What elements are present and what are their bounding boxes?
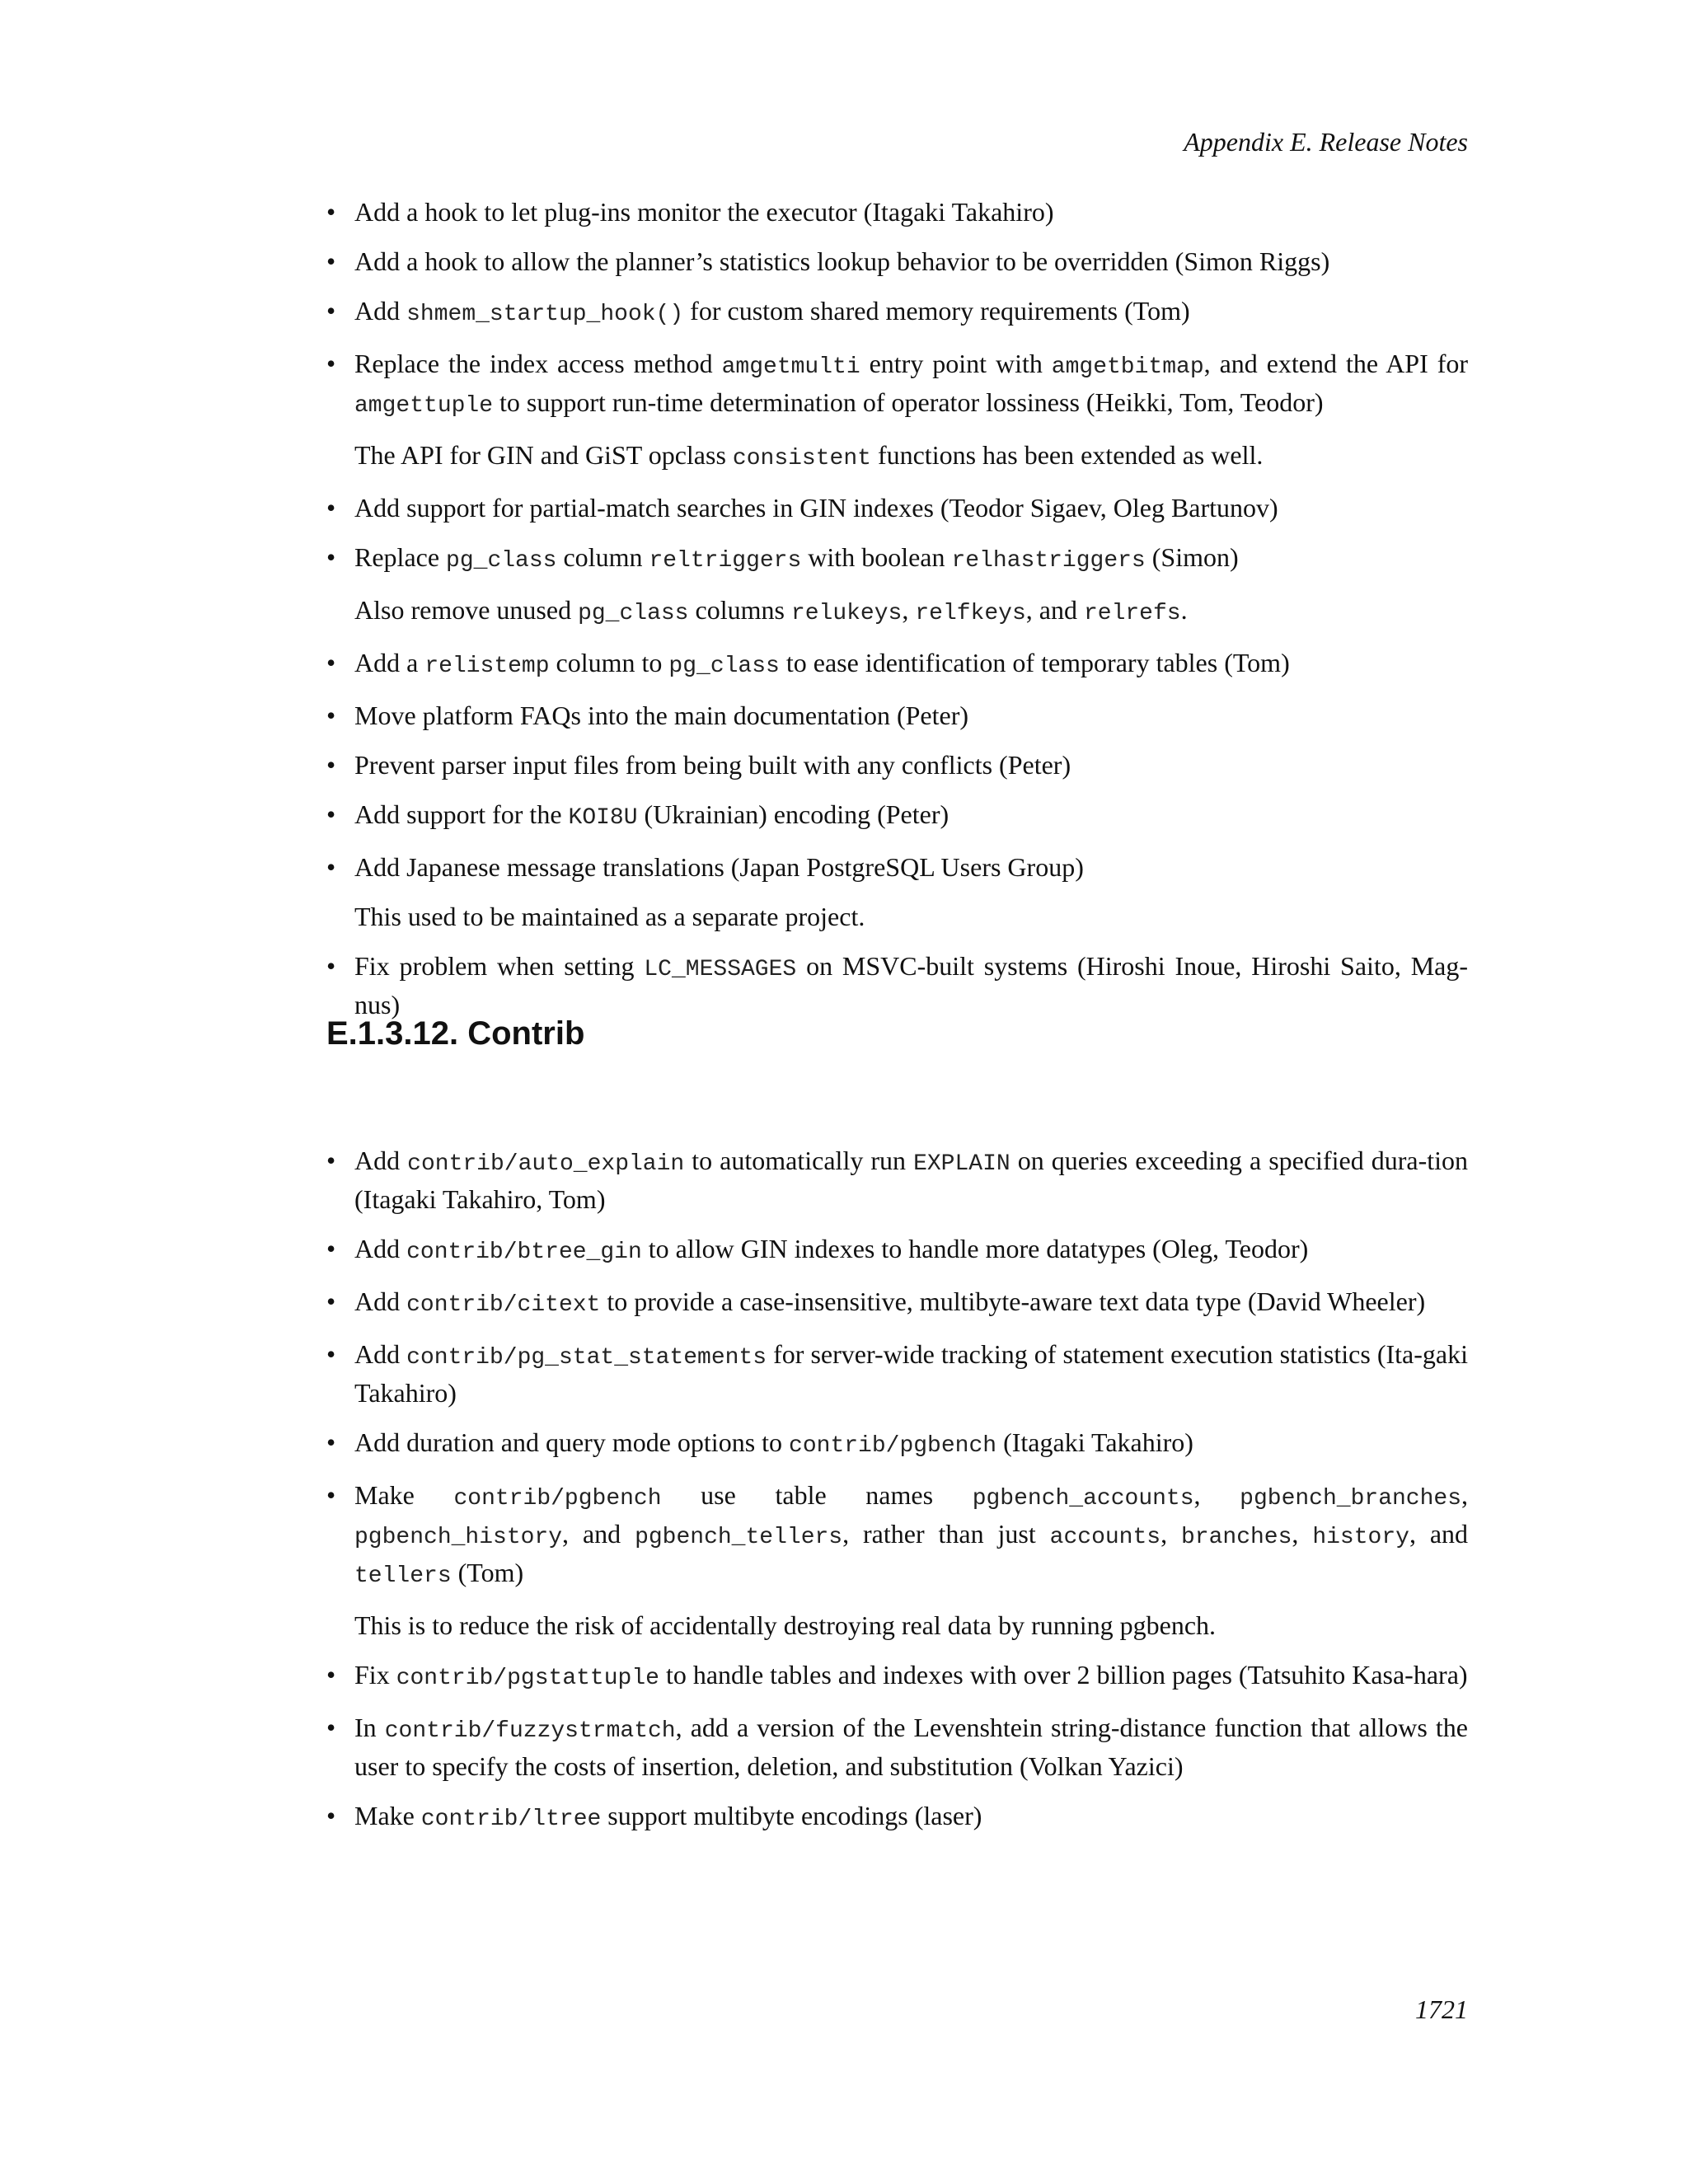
code-term: amgetbitmap: [1051, 354, 1204, 380]
code-term: relhastriggers: [951, 548, 1146, 574]
bullet-icon: •: [326, 750, 336, 780]
list-item: • Add support for partial-match searches in GIN indexes (Teodor Sigaev, Oleg Bartunov): [326, 490, 1468, 526]
bullet-icon: •: [326, 1801, 336, 1830]
list-item: • Fix problem when setting LC_MESSAGES on MSVC-built systems (Hiroshi Inoue, Hiroshi Saito, Mag-nus): [326, 949, 1468, 1023]
code-term: contrib/pg_stat_statements: [406, 1345, 767, 1371]
list-item: • Add a hook to allow the planner’s statistics lookup behavior to be overridden (Simon Riggs): [326, 244, 1468, 279]
code-term: reltriggers: [649, 548, 802, 574]
list-item: • Add contrib/pg_stat_statements for server-wide tracking of statement execution statistics (Ita-gaki Takahiro): [326, 1337, 1468, 1411]
item-note: Also remove unused pg_class columns relukeys, relfkeys, and relrefs.: [354, 595, 1188, 626]
code-term: contrib/auto_explain: [407, 1151, 685, 1177]
bullet-icon: •: [326, 1339, 336, 1369]
bullet-icon: •: [326, 648, 336, 677]
code-term: relukeys: [790, 601, 903, 626]
bullet-icon: •: [326, 701, 336, 730]
bullet-icon: •: [326, 197, 336, 227]
release-notes-list: [326, 194, 1468, 1037]
list-item: • Replace the index access method amgetmulti entry point with amgetbitmap, and extend the API for amgettuple to support run-time determination of operator lossiness (Heikki, Tom, Teodor) The API for GIN and GiST opclass consistent functions has been extended as well.: [326, 346, 1468, 476]
code-term: relistemp: [424, 654, 550, 679]
code-term: branches: [1180, 1525, 1292, 1550]
code-term: contrib/citext: [406, 1292, 601, 1318]
list-item: • Replace pg_class column reltriggers with boolean relhastriggers (Simon) Also remove unused pg_class columns relukeys, relfkeys, and relrefs.: [326, 540, 1468, 631]
code-term: contrib/pgbench: [789, 1433, 997, 1459]
code-term: pgbench_tellers: [635, 1525, 843, 1550]
code-term: shmem_startup_hook(): [406, 302, 684, 327]
list-item: • Move platform FAQs into the main documentation (Peter): [326, 698, 1468, 733]
item-note: This used to be maintained as a separate project.: [354, 902, 865, 931]
bullet-icon: •: [326, 1713, 336, 1742]
list-item: • Add support for the KOI8U (Ukrainian) encoding (Peter): [326, 797, 1468, 836]
bullet-icon: •: [326, 799, 336, 829]
contrib-notes-list: [326, 1143, 1468, 1851]
list-item: • Add contrib/auto_explain to automatically run EXPLAIN on queries exceeding a specified dura-tion (Itagaki Takahiro, Tom): [326, 1143, 1468, 1217]
section-title: E.1.3.12. Contrib: [326, 1015, 585, 1052]
code-term: contrib/fuzzystrmatch: [384, 1718, 676, 1744]
list-item: • Add contrib/btree_gin to allow GIN indexes to handle more datatypes (Oleg, Teodor): [326, 1231, 1468, 1270]
code-term: pg_class: [668, 654, 780, 679]
list-item: • Add Japanese message translations (Japan PostgreSQL Users Group) This used to be maintained as a separate project.: [326, 850, 1468, 935]
bullet-icon: •: [326, 1146, 336, 1175]
item-note: The API for GIN and GiST opclass consistent functions has been extended as well.: [354, 440, 1264, 471]
code-term: contrib/ltree: [420, 1807, 602, 1832]
item-note: This is to reduce the risk of accidentally destroying real data by running pgbench.: [354, 1610, 1217, 1640]
page-number: 1721: [1415, 1994, 1468, 2024]
code-term: pg_class: [446, 548, 557, 574]
code-term: EXPLAIN: [913, 1151, 1010, 1177]
bullet-icon: •: [326, 1660, 336, 1690]
code-term: contrib/btree_gin: [406, 1240, 642, 1265]
list-item: • Make contrib/ltree support multibyte encodings (laser): [326, 1798, 1468, 1837]
code-term: contrib/pgbench: [453, 1486, 662, 1511]
list-item: • Fix contrib/pgstattuple to handle tables and indexes with over 2 billion pages (Tatsuhito Kasa-hara): [326, 1657, 1468, 1696]
list-item: • Add contrib/citext to provide a case-insensitive, multibyte-aware text data type (David Wheeler): [326, 1284, 1468, 1323]
list-item: • Add a relistemp column to pg_class to ease identification of temporary tables (Tom): [326, 645, 1468, 684]
bullet-icon: •: [326, 1286, 336, 1316]
code-term: KOI8U: [568, 805, 638, 831]
code-term: tellers: [354, 1563, 452, 1589]
bullet-icon: •: [326, 1234, 336, 1263]
code-term: amgetmulti: [721, 354, 860, 380]
code-term: pgbench_accounts: [972, 1486, 1194, 1511]
code-term: contrib/pgstattuple: [396, 1666, 659, 1691]
bullet-icon: •: [326, 296, 336, 326]
bullet-icon: •: [326, 852, 336, 882]
code-term: pgbench_history: [354, 1525, 563, 1550]
list-item: • Add shmem_startup_hook() for custom shared memory requirements (Tom): [326, 293, 1468, 332]
bullet-icon: •: [326, 246, 336, 276]
running-header: Appendix E. Release Notes: [1184, 127, 1468, 157]
code-term: history: [1312, 1525, 1409, 1550]
code-term: pgbench_branches: [1240, 1486, 1462, 1511]
code-term: consistent: [732, 446, 871, 471]
list-item: • Prevent parser input files from being built with any conflicts (Peter): [326, 748, 1468, 783]
code-term: relrefs: [1083, 601, 1181, 626]
bullet-icon: •: [326, 349, 336, 378]
list-item: • Make contrib/pgbench use table names pgbench_accounts, pgbench_branches, pgbench_history, and pgbench_tellers, rather than just accounts, branches, history, and tellers (Tom) This is to reduce the risk of accidentally destroying real data by running pgbench.: [326, 1478, 1468, 1643]
bullet-icon: •: [326, 493, 336, 523]
bullet-icon: •: [326, 951, 336, 981]
code-term: pg_class: [578, 601, 689, 626]
list-item: • Add a hook to let plug-ins monitor the executor (Itagaki Takahiro): [326, 194, 1468, 230]
code-term: accounts: [1049, 1525, 1161, 1550]
code-term: LC_MESSAGES: [644, 957, 797, 982]
bullet-icon: •: [326, 1427, 336, 1457]
bullet-icon: •: [326, 542, 336, 572]
code-term: amgettuple: [354, 393, 494, 419]
bullet-icon: •: [326, 1480, 336, 1510]
code-term: relfkeys: [915, 601, 1026, 626]
list-item: • In contrib/fuzzystrmatch, add a version of the Levenshtein string-distance function that allows the user to specify the costs of insertion, deletion, and substitution (Volkan Yazici): [326, 1710, 1468, 1784]
list-item: • Add duration and query mode options to contrib/pgbench (Itagaki Takahiro): [326, 1425, 1468, 1464]
